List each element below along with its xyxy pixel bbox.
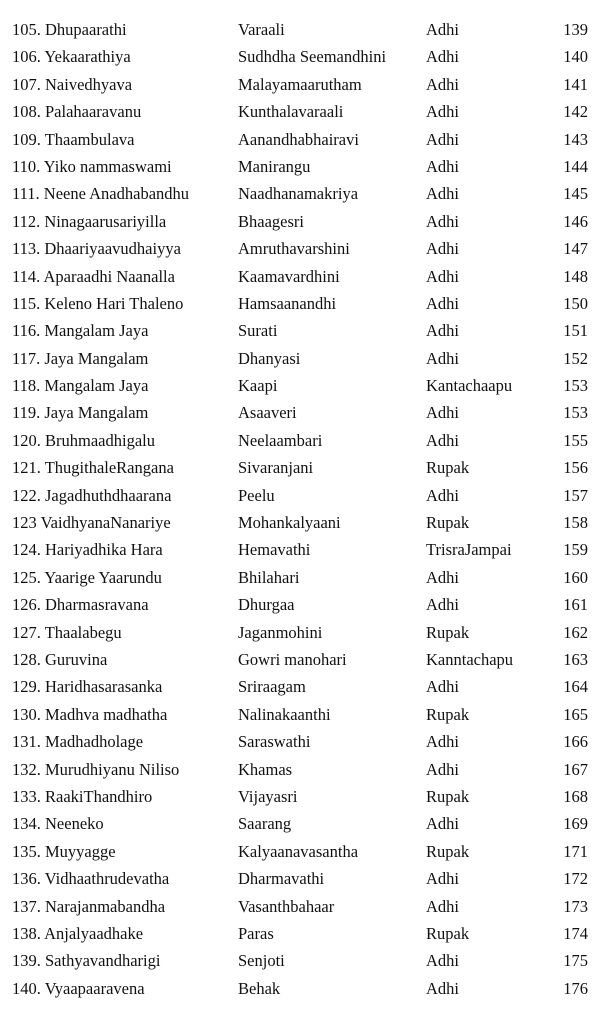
tala-name: Adhi (426, 595, 459, 615)
raga-name: Behak (238, 978, 281, 998)
page-number: 168 (563, 786, 588, 806)
list-item (0, 536, 600, 563)
song-title: 125. Yaarige Yaarundu (12, 567, 162, 587)
tala-name: Adhi (426, 869, 459, 889)
song-title: 109. Thaambulava (12, 129, 135, 149)
tala-name: Adhi (426, 47, 459, 67)
song-title: 130. Madhva madhatha (12, 704, 168, 724)
song-title: 112. Ninagaarusariyilla (12, 211, 167, 231)
song-title: 136. Vidhaathrudevatha (12, 869, 170, 889)
page-number: 153 (563, 376, 588, 396)
raga-name: Gowri manohari (238, 649, 347, 669)
raga-name: Kalyaanavasantha (238, 841, 359, 861)
tala-name: Adhi (426, 951, 459, 971)
list-item (0, 126, 600, 153)
list-item (0, 975, 600, 1002)
raga-name: Senjoti (238, 951, 285, 971)
raga-name: Kaamavardhini (238, 266, 340, 286)
tala-name: Adhi (426, 677, 459, 697)
song-title: 137. Narajanmabandha (12, 896, 166, 916)
song-title: 113. Dhaariyaavudhaiyya (12, 239, 181, 259)
tala-name: Adhi (426, 184, 459, 204)
song-title: 119. Jaya Mangalam (12, 403, 149, 423)
page-number: 174 (563, 923, 588, 943)
tala-name: Adhi (426, 978, 459, 998)
page-number: 165 (563, 704, 588, 724)
list-item (0, 98, 600, 125)
page-number: 139 (563, 20, 588, 39)
list-item (0, 345, 600, 372)
tala-name: Adhi (426, 156, 459, 176)
tala-name: Adhi (426, 896, 459, 916)
raga-name: Hemavathi (238, 540, 311, 560)
page-number: 150 (563, 293, 588, 313)
tala-name: Adhi (426, 129, 459, 149)
tala-name: Adhi (426, 430, 459, 450)
page-number: 151 (563, 321, 588, 341)
raga-name: Saarang (238, 814, 292, 834)
song-title: 129. Haridhasarasanka (12, 677, 163, 697)
tala-name: Adhi (426, 20, 459, 39)
song-title: 122. Jagadhuthdhaarana (12, 485, 172, 505)
list-item (0, 810, 600, 837)
page-number: 145 (563, 184, 588, 204)
raga-name: Sivaranjani (238, 458, 314, 478)
page-number: 166 (563, 732, 588, 752)
raga-name: Dharmavathi (238, 869, 325, 889)
tala-name: Adhi (426, 293, 459, 313)
page-number: 158 (563, 513, 588, 533)
raga-name: Jaganmohini (238, 622, 323, 642)
page-number: 161 (563, 595, 588, 615)
raga-name: Nalinakaanthi (238, 704, 331, 724)
page-number: 140 (563, 47, 588, 67)
page-number: 175 (563, 951, 588, 971)
page-number: 169 (563, 814, 588, 834)
list-item (0, 235, 600, 262)
list-item (0, 947, 600, 974)
tala-name: Adhi (426, 485, 459, 505)
list-item (0, 290, 600, 317)
page-number: 148 (563, 266, 588, 286)
raga-name: Sriraagam (238, 677, 306, 697)
tala-name: Kanntachapu (426, 649, 514, 669)
page-number: 173 (563, 896, 588, 916)
tala-name: Adhi (426, 814, 459, 834)
tala-name: Rupak (426, 458, 470, 478)
page-number: 167 (563, 759, 588, 779)
raga-name: Surati (238, 321, 278, 341)
song-title: 114. Aparaadhi Naanalla (12, 266, 175, 286)
page-number: 153 (563, 403, 588, 423)
list-item (0, 180, 600, 207)
list-item (0, 153, 600, 180)
raga-name: Dhanyasi (238, 348, 301, 368)
list-item (0, 208, 600, 235)
tala-name: Adhi (426, 732, 459, 752)
page-number: 147 (563, 239, 588, 259)
song-title: 108. Palahaaravanu (12, 102, 142, 122)
tala-name: Rupak (426, 622, 470, 642)
raga-name: Saraswathi (238, 732, 311, 752)
song-title: 134. Neeneko (12, 814, 104, 834)
list-item (0, 454, 600, 481)
raga-name: Hamsaanandhi (238, 293, 337, 313)
song-title: 107. Naivedhyava (12, 74, 133, 94)
tala-name: Adhi (426, 74, 459, 94)
tala-name: Rupak (426, 841, 470, 861)
tala-name: Adhi (426, 759, 459, 779)
page-number: 156 (563, 458, 588, 478)
song-title: 128. Guruvina (12, 649, 108, 669)
page-number: 176 (563, 978, 588, 998)
tala-name: Adhi (426, 102, 459, 122)
raga-name: Neelaambari (238, 430, 323, 450)
page-number: 155 (563, 430, 588, 450)
page-number: 144 (563, 156, 588, 176)
list-item (0, 920, 600, 947)
page-number: 157 (563, 485, 588, 505)
list-item (0, 71, 600, 98)
raga-name: Manirangu (238, 156, 311, 176)
tala-name: Adhi (426, 348, 459, 368)
page-number: 142 (563, 102, 588, 122)
raga-name: Dhurgaa (238, 595, 295, 615)
raga-name: Vasanthbahaar (238, 896, 335, 916)
song-title: 132. Murudhiyanu Niliso (12, 759, 180, 779)
page-number: 146 (563, 211, 588, 231)
page-number: 163 (563, 649, 588, 669)
tala-name: Kantachaapu (426, 376, 513, 396)
page-number: 171 (563, 841, 588, 861)
list-item (0, 728, 600, 755)
song-title: 120. Bruhmaadhigalu (12, 430, 155, 450)
raga-name: Malayamaarutham (238, 74, 362, 94)
list-item (0, 701, 600, 728)
tala-name: Adhi (426, 211, 459, 231)
song-title: 124. Hariyadhika Hara (12, 540, 163, 560)
list-item (0, 372, 600, 399)
list-item (0, 646, 600, 673)
song-title: 135. Muyyagge (12, 841, 116, 861)
raga-name: Kaapi (238, 376, 278, 396)
tala-name: Adhi (426, 403, 459, 423)
raga-name: Naadhanamakriya (238, 184, 359, 204)
tala-name: Rupak (426, 923, 470, 943)
list-item (0, 427, 600, 454)
raga-name: Khamas (238, 759, 293, 779)
list-item (0, 865, 600, 892)
list-item (0, 263, 600, 290)
page-number: 160 (563, 567, 588, 587)
song-title: 140. Vyaapaaravena (12, 978, 145, 998)
page-number: 164 (563, 677, 588, 697)
song-title: 131. Madhadholage (12, 732, 144, 752)
song-index-list (0, 16, 600, 1002)
page-number: 159 (563, 540, 588, 560)
raga-name: Sudhdha Seemandhini (238, 47, 387, 67)
list-item (0, 317, 600, 344)
list-item (0, 399, 600, 426)
song-title: 118. Mangalam Jaya (12, 376, 149, 396)
song-title: 126. Dharmasravana (12, 595, 149, 615)
raga-name: Varaali (238, 20, 285, 39)
raga-name: Amruthavarshini (238, 239, 350, 259)
tala-name: Rupak (426, 704, 470, 724)
page-number: 162 (563, 622, 588, 642)
list-item (0, 43, 600, 70)
tala-name: Adhi (426, 567, 459, 587)
song-title: 116. Mangalam Jaya (12, 321, 149, 341)
tala-name: Adhi (426, 239, 459, 259)
page-number: 152 (563, 348, 588, 368)
list-item (0, 756, 600, 783)
list-item (0, 591, 600, 618)
song-title: 115. Keleno Hari Thaleno (12, 293, 184, 313)
song-title: 133. RaakiThandhiro (12, 786, 153, 806)
list-item (0, 16, 600, 43)
page-number: 172 (563, 869, 588, 889)
raga-name: Aanandhabhairavi (238, 129, 359, 149)
list-item (0, 619, 600, 646)
tala-name: TrisraJampai (426, 540, 512, 560)
tala-name: Adhi (426, 266, 459, 286)
list-item (0, 509, 600, 536)
song-title: 117. Jaya Mangalam (12, 348, 149, 368)
list-item (0, 783, 600, 810)
raga-name: Peelu (238, 485, 275, 505)
list-item (0, 838, 600, 865)
raga-name: Paras (238, 923, 274, 943)
song-title: 121. ThugithaleRangana (12, 458, 174, 478)
raga-name: Bhilahari (238, 567, 300, 587)
list-item (0, 482, 600, 509)
song-title: 111. Neene Anadhabandhu (12, 184, 190, 204)
tala-name: Adhi (426, 321, 459, 341)
song-title: 138. Anjalyaadhake (12, 923, 144, 943)
song-title: 106. Yekaarathiya (12, 47, 131, 67)
page-number: 141 (563, 74, 588, 94)
raga-name: Mohankalyaani (238, 513, 341, 533)
page-number: 143 (563, 129, 588, 149)
song-title: 139. Sathyavandharigi (12, 951, 161, 971)
song-title: 110. Yiko nammaswami (12, 156, 172, 176)
song-title: 123 VaidhyanaNanariye (12, 513, 171, 533)
raga-name: Vijayasri (238, 786, 298, 806)
list-item (0, 893, 600, 920)
raga-name: Bhaagesri (238, 211, 304, 231)
raga-name: Kunthalavaraali (238, 102, 344, 122)
raga-name: Asaaveri (238, 403, 297, 423)
tala-name: Rupak (426, 786, 470, 806)
list-item (0, 673, 600, 700)
list-item (0, 564, 600, 591)
song-title: 105. Dhupaarathi (12, 20, 127, 39)
song-title: 127. Thaalabegu (12, 622, 122, 642)
tala-name: Rupak (426, 513, 470, 533)
